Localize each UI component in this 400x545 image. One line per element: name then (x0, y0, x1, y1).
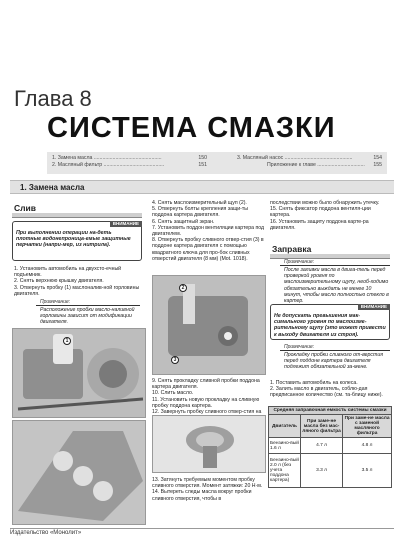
engine-cylinder-illustration (13, 421, 146, 525)
warning-box (270, 304, 390, 340)
toc-entry-label: 3. Масляный насос (237, 155, 284, 161)
drain-steps-final: 13. Затянуть требуемым моментом пробку сливного отверстия. Момент затяжки: 20 Н·м. 14. Вытереть следы масла вокруг пробки сливного отверстия, чтобы в (152, 477, 263, 502)
callout-3: 3 (171, 356, 179, 364)
step-text: 3. Отвернуть пробку (1) маслоналив-ной горловины двигателя. (14, 284, 140, 297)
note-rule (280, 265, 390, 266)
note-heading: Примечание: (284, 344, 315, 350)
table-header: Двигатель (269, 415, 301, 438)
toc-entry[interactable]: 2. Масляный фильтр .......................................... 151 (52, 162, 207, 168)
table-header: При заме-не масла без мас-ляного фильтра (301, 415, 343, 438)
toc-entry[interactable]: 3. Масляный насос ............................................... 154 (237, 155, 382, 161)
toc-entry-label: Приложение к главе (267, 162, 316, 168)
table-header: При заме-не масла с заменой масляного фильтра (344, 416, 390, 436)
warning-tag: ВНИМАНИЕ (110, 221, 142, 227)
toc-left-column (52, 155, 207, 169)
callout-1: 1 (63, 337, 71, 345)
chapter-heading: Глава 8 (14, 86, 92, 111)
table-cell: 3.5 л (343, 454, 392, 488)
step-text: 1. Установить автомобиль на двухсто-ечный подъемник. (14, 266, 122, 279)
drain-steps-continued: 4. Снять маслоизмерительный щуп (2). 5. Отвернуть болты крепления защи-ты поддона картера двигателя. 6. Снять защитный экран. 7. Установить поддон вентиляции картера под двигателем. 8. Отвернуть пробку сливного отвер-стия (3) в поддоне картера двигателя с помощью квадратного ключа для про-бок сливных отверстий двигателя (8 мм) (Mot. 1018). (152, 200, 265, 262)
oil-capacity-table (268, 406, 392, 488)
step-text: 2. Снять верхнюю крышку двигателя. (14, 278, 104, 285)
section-header (10, 180, 394, 194)
callout-2: 2 (179, 284, 187, 292)
warning-box (12, 221, 142, 261)
table-cell: Бензино-вый 1.6 л (269, 438, 301, 454)
toc-entry[interactable]: 1. Замена масла ............................................... 150 (52, 155, 207, 161)
fill-steps: 1. Поставить автомобиль на колеса. 2. Залить масло в двигатель, соблю-дая предписанное количество (см. та-блицу ниже). (270, 380, 383, 399)
oil-pan-photo (152, 275, 266, 375)
subsection-title-drain: Слив (14, 203, 36, 213)
subsection-title-fill: Заправка (272, 244, 312, 254)
note-rule (280, 350, 390, 351)
table-of-contents (47, 152, 387, 174)
table-row (269, 438, 392, 454)
chapter-title: СИСТЕМА СМАЗКИ (47, 112, 336, 144)
engine-photo-top (12, 328, 146, 418)
table-cell: 4.7 л (301, 438, 343, 454)
warning-text: При выполнении операции на-деть плотные водонепроница-емые защитные перчатки (напри-мер, из нитрила). (16, 230, 131, 249)
toc-entry-page: 150 (198, 155, 207, 161)
note-rule (36, 305, 140, 306)
toc-entry-label: 1. Замена масла (52, 155, 93, 161)
table-caption: Средняя заправочная емкость системы смазки (269, 407, 392, 415)
publisher-footer: Издательство «Монолит» (10, 530, 82, 536)
drain-plug-illustration (153, 416, 266, 473)
toc-entry-label: 2. Масляный фильтр (52, 162, 103, 168)
table-cell: 4.8 л (343, 438, 392, 454)
toc-entry-page: 151 (198, 162, 207, 168)
engine-photo-bottom (12, 420, 146, 525)
drain-plug-photo (152, 415, 266, 473)
drain-steps-more: 9. Снять прокладку сливной пробки поддона картера двигателя. 10. Слить масло. 11. Установить новую прокладку на сливную пробку поддона картера. 12. Завернуть пробку сливного отвер-стия на (152, 378, 262, 416)
footer-rule (10, 528, 394, 529)
subsection-underline (12, 213, 142, 218)
toc-entry[interactable]: Приложение к главе ................................. 155 (267, 162, 382, 168)
warning-text: Не допускать превышения мак-симального уровня по маслоизме-рительному щупу (это может привести к выходу двигателя из строя). (274, 313, 386, 338)
section-title: 1. Замена масла (20, 183, 85, 192)
warning-tag: ВНИМАНИЕ (358, 304, 390, 310)
toc-right-column (237, 155, 382, 169)
table-cell: Бензино-вый 2.0 л (без учета поддона картера) (269, 454, 301, 488)
table-cell: 3.3 л (301, 454, 343, 488)
oil-pan-illustration (153, 276, 266, 375)
engine-illustration (13, 329, 146, 418)
drain-steps (14, 266, 142, 297)
note-heading: Примечание: (40, 299, 71, 305)
note-text: Прокладку пробки сливного от-верстия перед поддоне картера двигателя подлежит обязательной за-мене. (284, 352, 384, 371)
note-heading: Примечание: (284, 259, 315, 265)
note-text: Расположение пробки масло-наливной горловины зависит от модификации двигателя. (40, 307, 135, 326)
toc-entry-page: 154 (373, 155, 382, 161)
table-row (269, 454, 392, 488)
toc-entry-page: 155 (373, 162, 382, 168)
note-text: После заливки масла в двига-тель перед проверкой уровня по маслоизмерительному щупу, необ-ходимо обязательно выждать не менее 10 минут, чтобы масло полностью стекло в картер. (284, 267, 389, 305)
drain-steps-end: последствии можно было обнаружить утечку. 15. Снять фиксатор поддона вентиля-ции картера. 16. Установить защиту поддона карте-ра двигателя. (270, 200, 380, 231)
